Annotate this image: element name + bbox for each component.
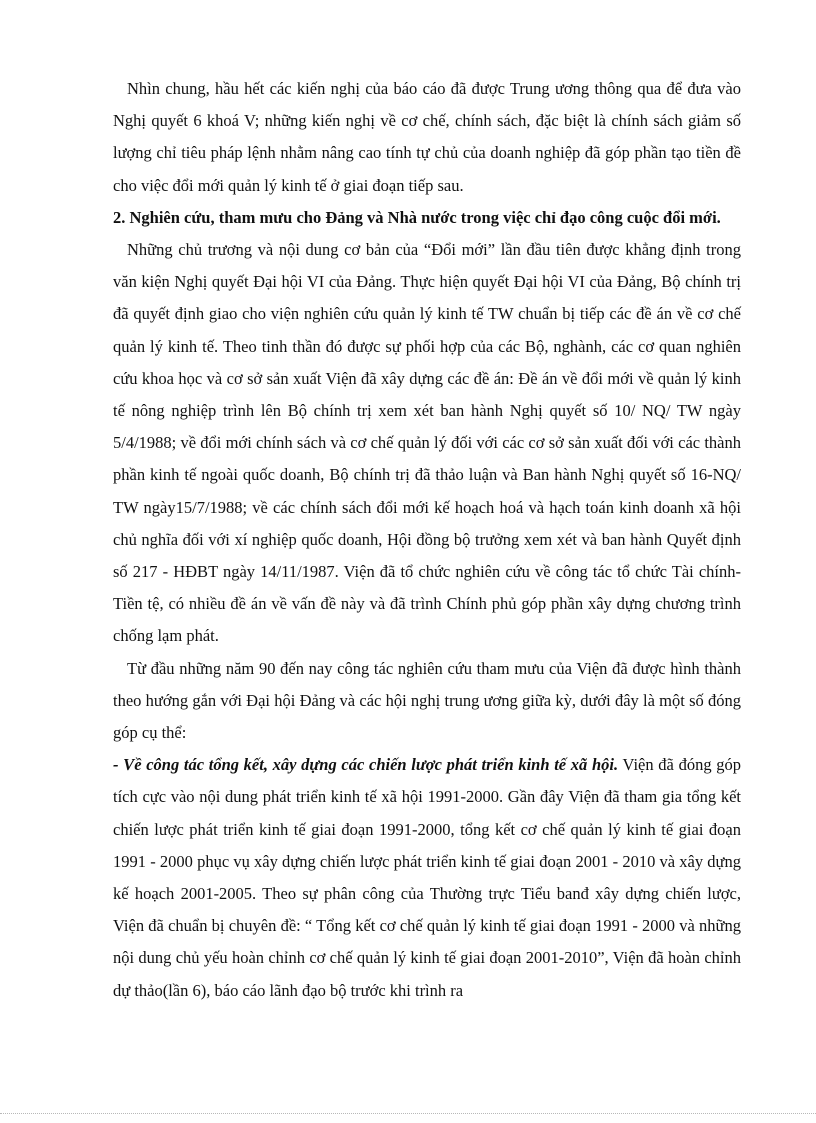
- paragraph-strategy-lead: - Về công tác tổng kết, xây dựng các chiến lược phát triển kinh tế xã hội.: [113, 755, 619, 775]
- paragraph-since-90s: Từ đầu những năm 90 đến nay công tác nghiên cứu tham mưu của Viện đã được hình thành theo hướng gắn với Đại hội Đảng và các hội nghị trung ương giữa kỳ, dưới đây là một số đóng góp cụ thể:: [113, 658, 741, 743]
- paragraph-strategy-body: Viện đã đóng góp tích cực vào nội dung phát triển kinh tế xã hội 1991-2000. Gần đây Viện đã tham gia tổng kết chiến lược phát triển kinh tế giai đoạn 1991-2000, tổng kết cơ chế quản lý kinh tế giai đoạn 1991 - 2000 phục vụ xây dựng chiến lược phát triển kinh tế giai đoạn 2001 - 2010 và xây dựng kế hoạch 2001-2005. Theo sự phân công của Thường trực Tiểu banđ xây dựng chiến lược, Viện đã chuẩn bị chuyên đề: “ Tổng kết cơ chế quản lý kinh tế giai đoạn 1991 - 2000 và những nội dung chủ yếu hoàn chỉnh cơ chế quản lý kinh tế giai đoạn 2001-2010”, Viện đã hoàn chỉnh dự thảo(lần 6), báo cáo lãnh đạo bộ trước khi trình ra: [113, 755, 742, 1000]
- section-heading-2: 2. Nghiên cứu, tham mưu cho Đảng và Nhà nước trong việc chỉ đạo công cuộc đổi mới.: [113, 207, 721, 227]
- paragraph-doi-moi: Những chủ trương và nội dung cơ bản của “Đổi mới” lần đầu tiên được khẳng định trong văn kiện Nghị quyết Đại hội VI của Đảng. Thực hiện quyết Đại hội VI của Đảng, Bộ chính trị đã quyết định giao cho viện nghiên cứu quản lý kinh tế TW chuẩn bị tiếp các đề án về cơ chế quản lý kinh tế. Theo tinh thần đó được sự phối hợp của các Bộ, nghành, các cơ quan nghiên cứu khoa học và cơ sở sản xuất Viện đã xây dựng các đề án: Đề án về đổi mới về quản lý kinh tế nông nghiệp trình lên Bộ chính trị xem xét ban hành Nghị quyết số 10/ NQ/ TW ngày 5/4/1988; về đổi mới chính sách và cơ chế quản lý đối với các cơ sở sản xuất đối với các thành phần kinh tế ngoài quốc doanh, Bộ chính trị đã thảo luận và Ban hành Nghị quyết số 16-NQ/ TW ngày15/7/1988; về các chính sách đổi mới kế hoạch hoá và hạch toán kinh doanh xã hội chủ nghĩa đối với xí nghiệp quốc doanh, Hội đồng bộ trưởng xem xét và ban hành Quyết định số 217 - HĐBT ngày 14/11/1987. Viện đã tổ chức nghiên cứu về công tác tổ chức Tài chính- Tiền tệ, có nhiều đề án về vấn đề này và đã trình Chính phủ góp phần xây dựng chương trình chống lạm phát.: [113, 240, 741, 646]
- paragraph-summary: Nhìn chung, hầu hết các kiến nghị của báo cáo đã được Trung ương thông qua để đưa vào Nghị quyết 6 khoá V; những kiến nghị về cơ chế, chính sách, đặc biệt là chính sách giảm số lượng chỉ tiêu pháp lệnh nhằm nâng cao tính tự chủ của doanh nghiệp đã góp phần tạo tiền đề cho việc đổi mới quản lý kinh tế ở giai đoạn tiếp sau.: [113, 79, 741, 195]
- page-bottom-rule: [0, 1113, 816, 1114]
- paragraph-strategy: [113, 749, 741, 1007]
- document-body: [113, 73, 741, 1007]
